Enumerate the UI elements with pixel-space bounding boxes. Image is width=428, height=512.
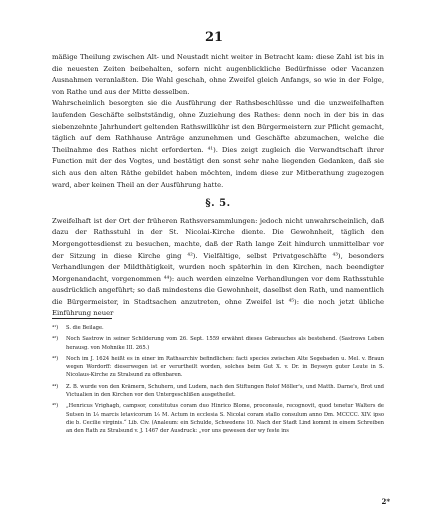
footnote [52, 335, 384, 351]
footnote-text: Noch im J. 1624 heißt es in einer im Rathsarchiv befindlichen: facti species zwischen Alte Segebaden u. Mel. v. Braun wegen Wordorff: dieserwegen ist er verurtheilt worden, solches beim Gut X. v. Dr. in Beyseyn guter Leute in S. Nicolaus-Kirche zu Stralsund zu offenbaren. [66, 355, 384, 379]
footnote [52, 355, 384, 380]
page-number: 21 [204, 30, 224, 45]
footnotes [52, 324, 384, 438]
footnote-mark: ⁴⁴) [52, 383, 59, 390]
footnote-mark: ⁴⁵) [52, 403, 59, 410]
footnote-mark: ⁴¹) [52, 325, 59, 331]
footnote-text: „Henricus Vrighagh, campsor, constitutus coram duo Hinrico Blome, proconsule, recognovit, quod tenetur Walters de Sutsen in 1⁄₂ marcis letavicorum 1⁄₂ M. Actum in ecclesia S. Nicolai coram stallo consulum anno Dm. MCCCC. XIV. ipso die b. Cecilie virginis.“ Lib. Civ. (Analeum: ein Schulde, Schwedens 10. Nach der Stadt Lind kommt in einem Schreiben an den Rath zu Stralsund v. J. 1467 der Ausdruck: „vor uns gewesen der wy feste ins [66, 403, 384, 434]
footnote-mark: ⁴³) [52, 355, 59, 362]
paragraph-3: Zweifelhaft ist der Ort der früheren Rathsversammlungen: jedoch nicht unwahrscheinlich, daß dazu der Rathsstuhl in der St. Nicolai-Kirche diente. Die Gewohnheit, täglich den Morgengottesdienst zu besuchen, machte, daß der Rath lange Zeit hindurch unmittelbar vor der Sitzung in diese Kirche ging ⁴²). Vielfältige, selbst Privatgeschäfte ⁴³), besonders Verhandlungen der Mildthätigkeit, wurden noch späterhin in den Kirchen, nach beendigter Morgenandacht, vorgenommen ⁴⁴): auch werden einzelne Verhandlungen vor dem Rathsstuhle ausdrücklich angeführt; so daß mindestens die Gewohnheit, daselbst den Rath, und namentlich die Bürgermeister, in Stadtsachen anzutreten, ohne Zweifel ist ⁴⁵): die noch jetzt übliche Einführung neuer [52, 216, 384, 318]
footnote [52, 324, 384, 332]
footnote-text: Noch Sastrow in seiner Schilderung vom 26. Sept. 1559 erwähnt dieses Gebrauches als bestehend. (Sastrows Leben herausg. von Mohnike III. 265.) [66, 336, 384, 351]
footnote-rule [52, 318, 112, 319]
footnote-text: S. die Beilage. [66, 325, 104, 331]
footnote [52, 383, 384, 399]
signature-mark: 2* [381, 497, 390, 506]
main-text [52, 52, 384, 320]
section-heading: §. 5. [205, 198, 231, 210]
paragraph-1: mäßige Theilung zwischen Alt- und Neustadt nicht weiter in Betracht kam: diese Zahl ist bis in die neuesten Zeiten beibehalten, sofern nicht augenblickliche Bedürfnisse oder Vacanzen Ausnahmen veranlaßten. Die Wahl geschah, ohne Zweifel gleich Anfangs, so wie in der Folge, von Rathe und aus der Mitte desselben. [52, 53, 384, 96]
footnote [52, 402, 384, 435]
footnote-text: Z. B. wurde von den Krämern, Schuhern, und Ludem, nach den Stiftungen Rolof Möller's, und Matth. Darne's, Brot und Victualien in den Kirchen vor den Untergeschlißen ausgetheilet. [66, 383, 384, 398]
paragraph-2: Wahrscheinlich besorgten sie die Ausführung der Rathsbeschlüsse und die unzweifelhaften laufenden Geschäfte selbstständig, ohne Zuziehung des Rathes: denn noch in der bis in das siebenzehnte Jahrhundert geltenden Rathswillkühr ist den Bürgermeistern zur Pflicht gemacht, täglich auf dem Rathhause Anträge anzunehmen und Geschäfte abzumachen, welche die Theilnahme des Rathes nicht erforderten. ⁴¹). Dies zeigt zugleich die Verwandtschaft ihrer Function mit der des Vogtes, und bestätigt den sonst sehr nahe liegenden Gedanken, daß sie sich aus den alten Räthe gebildet haben möchten, indem diese zur Mitberathung zugezogen ward, aber keinen Theil an der Ausführung hatte. [52, 99, 384, 189]
footnote-mark: ⁴²) [52, 336, 59, 343]
